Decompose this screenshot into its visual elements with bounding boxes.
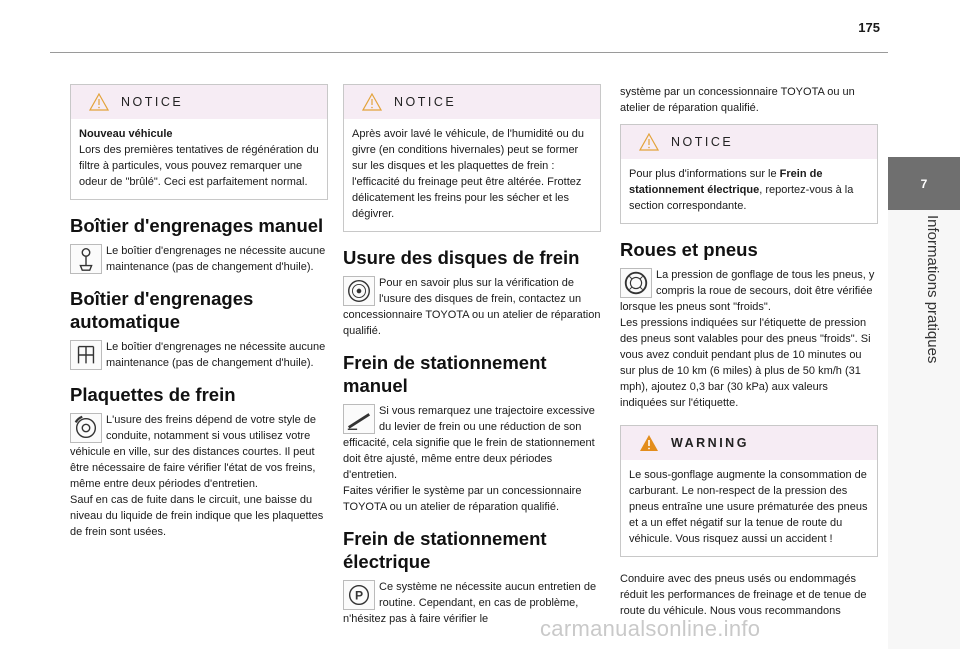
section-text: Sauf en cas de fuite dans le circuit, une baisse du niveau du liquide de frein indique que les plaquettes de frein sont usées. — [70, 494, 324, 538]
section-body — [620, 267, 878, 411]
column-1 — [70, 84, 328, 542]
section-title-auto-gearbox: Boîtier d'engrenages automatique — [70, 288, 254, 332]
warning-box — [620, 425, 878, 557]
brake-disc-icon — [343, 276, 375, 306]
notice-body — [71, 119, 327, 199]
notice-text: Lors des premières tentatives de régénération du filtre à particules, vous pouvez remarquer une odeur de "brûlé". Ceci est parfaitement normal. — [79, 144, 319, 188]
section-text: Pour en savoir plus sur la vérification de l'usure des disques de frein, contactez un concessionnaire TOYOTA ou un atelier de réparation qualifié. — [343, 277, 601, 337]
notice-bold-link: Frein de stationnement électrique — [629, 168, 823, 196]
section-text: Faites vérifier le système par un concessionnaire TOYOTA ou un atelier de réparation qualifié. — [343, 485, 582, 513]
section-text: Les pressions indiquées sur l'étiquette de pression des pneus sont valables pour des pneus "froids". Si vous avez conduit pendant plus de 10 minutes ou sur plus de 10 km (6 miles) à plus de 50 km/h (31 mph), ajoutez 0,3 bar (30 kPa) aux valeurs indiquées sur l'étiquette. — [620, 317, 871, 409]
warning-header — [621, 426, 877, 460]
section-body — [70, 243, 328, 275]
continued-text: système par un concessionnaire TOYOTA ou un atelier de réparation qualifié. — [620, 86, 855, 114]
watermark: carmanualsonline.info — [540, 616, 761, 641]
notice-title: NOTICE — [121, 95, 184, 109]
header-rule — [50, 52, 888, 53]
warning-triangle-icon — [362, 93, 382, 111]
notice-text: Pour plus d'informations sur le — [629, 168, 780, 180]
notice-bold-heading: Nouveau véhicule — [79, 128, 173, 140]
notice-text: , reportez-vous à la section correspondante. — [629, 184, 854, 212]
section-text: Ce système ne nécessite aucun entretien de routine. Cependant, en cas de problème, n'hésitez pas à faire vérifier le — [343, 581, 597, 625]
page-number: 175 — [858, 20, 880, 35]
section-text: Le boîtier d'engrenages ne nécessite aucune maintenance (pas de changement d'huile). — [106, 341, 326, 369]
continued-text: Conduire avec des pneus usés ou endommagés réduit les performances de freinage et de tenue de route du véhicule. Nous vous recommandons — [620, 573, 867, 617]
section-body — [70, 339, 328, 371]
section-title-manual-parking-brake: Frein de stationnement manuel — [343, 352, 547, 396]
brake-pad-icon — [70, 413, 102, 443]
notice-header — [71, 85, 327, 119]
warning-text: Le sous-gonflage augmente la consommation de carburant. Le non-respect de la pression des pneus entraîne une usure prématurée des pneus et a un effet négatif sur la tenue de route du véhicule. Vous risquez aussi un accident ! — [629, 469, 868, 545]
section-body — [343, 275, 601, 339]
notice-box — [70, 84, 328, 200]
notice-header — [344, 85, 600, 119]
chapter-tab[interactable]: 7 — [888, 157, 960, 210]
section-text: La pression de gonflage de tous les pneus, y compris la roue de secours, doit être vérifiée lorsque les pneus sont "froids". — [620, 269, 875, 313]
notice-body — [344, 119, 600, 231]
section-text: L'usure des freins dépend de votre style de conduite, notamment si vous utilisez votre véhicule en ville, sur des distances courtes. Il peut être nécessaire de faire vérifier l'état de vos freins, même entre deux périodes d'entretien. — [70, 414, 317, 490]
parking-brake-p-icon — [343, 580, 375, 610]
warning-body — [621, 460, 877, 556]
warning-triangle-icon — [639, 133, 659, 151]
section-title-manual-gearbox: Boîtier d'engrenages manuel — [70, 215, 324, 236]
section-title-disc-wear: Usure des disques de frein — [343, 247, 580, 268]
tyre-icon — [620, 268, 652, 298]
chapter-title: Informations pratiques — [924, 215, 941, 364]
column-3 — [620, 84, 878, 621]
notice-header — [621, 125, 877, 159]
notice-box — [343, 84, 601, 232]
section-text: Si vous remarquez une trajectoire excessive du levier de frein ou une réduction de son efficacité, cela signifie que le frein de stationnement doit être ajusté, même entre deux périodes d'entretien. — [343, 405, 595, 481]
section-body — [343, 403, 601, 515]
gear-selector-icon — [70, 340, 102, 370]
notice-box — [620, 124, 878, 224]
notice-title: NOTICE — [394, 95, 457, 109]
column-2 — [343, 84, 601, 629]
notice-title: NOTICE — [671, 135, 734, 149]
section-title-electric-parking-brake: Frein de stationnement électrique — [343, 528, 547, 572]
notice-body — [621, 159, 877, 223]
warning-triangle-icon — [89, 93, 109, 111]
notice-text: Après avoir lavé le véhicule, de l'humidité ou du givre (en conditions hivernales) peut se former sur les disques et les plaquettes de frein : l'efficacité du freinage peut être altérée. Frottez délicatement les freins pour les sécher et les dégivrer. — [352, 128, 585, 220]
warning-triangle-icon — [639, 434, 659, 452]
warning-title: WARNING — [671, 436, 749, 450]
section-title-wheels-tyres: Roues et pneus — [620, 239, 758, 260]
handbrake-lever-icon — [343, 404, 375, 434]
section-body — [70, 412, 328, 540]
section-text: Le boîtier d'engrenages ne nécessite aucune maintenance (pas de changement d'huile). — [106, 245, 326, 273]
svg-text:P: P — [354, 588, 364, 603]
section-title-brake-pads: Plaquettes de frein — [70, 384, 236, 405]
gear-lever-icon — [70, 244, 102, 274]
